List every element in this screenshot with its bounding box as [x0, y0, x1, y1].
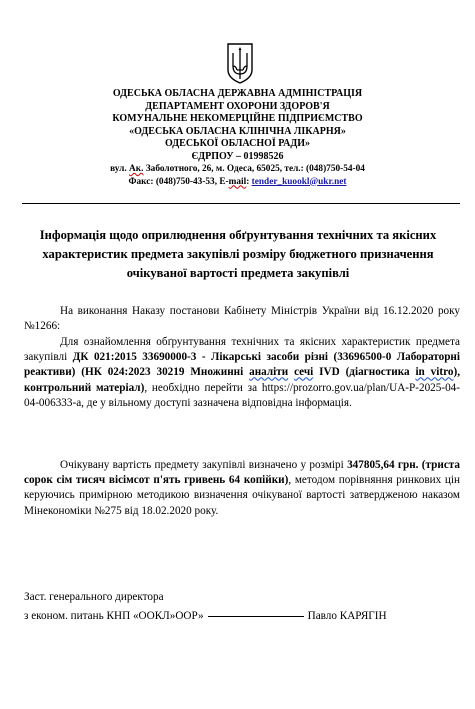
org-line-3: КОМУНАЛЬНЕ НЕКОМЕРЦІЙНЕ ПІДПРИЄМСТВО	[112, 113, 363, 124]
address-ak: Ак.	[129, 164, 144, 174]
procurement-code-word: сечі	[294, 366, 314, 379]
signer-name: Павло КАРЯГІН	[307, 610, 387, 622]
signer-department: з економ. питань КНП «ООКЛ»ООР»	[24, 610, 204, 622]
org-line-2: ДЕПАРТАМЕНТ ОХОРОНИ ЗДОРОВ'Я	[145, 100, 330, 112]
document-title: Інформація щодо оприлюднення обґрунтування технічних та якісних характеристик предмета закупівлі розміру бюджетного призначення очікуваної вартості предмета закупівлі	[39, 228, 437, 280]
paragraph-decree	[24, 304, 460, 334]
edrpou-code: ЄДРПОУ – 01998526	[191, 150, 284, 162]
header-divider	[22, 203, 460, 204]
org-line-1: ОДЕСЬКА ОБЛАСНА ДЕРЖАВНА АДМІНІСТРАЦІЯ	[112, 88, 363, 99]
paragraph-cost	[24, 458, 460, 519]
email-link[interactable]: tender_kuookl@ukr.net	[251, 176, 347, 187]
procurement-code-cont: IVD (діагностика	[313, 366, 416, 379]
signature-line	[208, 616, 304, 617]
paragraph-cost-rest: , методом порівняння ринкових цін керуючись примірною методикою визначення очікуваної вартості затвердженою наказом Мінекономіки №275 від 18.02.2020 року.	[24, 474, 460, 517]
procurement-code-word: in vitro	[415, 366, 454, 379]
expected-cost: 347805,64 грн. (триста сорок сім тисяч вісімсот п'ять гривень 64 копійки)	[24, 459, 461, 487]
procurement-code: ДК 021:2015 33690000-3 - Лікарські засоби різні (33696500-0 Лабораторні реактиви) (НК 024:2023 30219 Множинні	[24, 351, 460, 379]
fax-prefix: Факс: (048)750-43-53, E-	[128, 176, 229, 187]
fax-email-line	[60, 176, 415, 189]
fax-colon: :	[246, 176, 252, 187]
procurement-code-end: ), контрольний матеріал)	[24, 366, 460, 394]
paragraph-specs-text: Для ознайомлення обґрунтування технічних та якісних характеристик предмета закупівлі	[24, 336, 460, 364]
trident-emblem-icon	[226, 42, 254, 84]
signature-block	[24, 590, 464, 624]
address-rest: Заболотного, 26, м. Одеса, 65025, тел.: (048)750-54-04	[143, 164, 365, 174]
procurement-code-word: аналіти	[249, 366, 289, 379]
org-line-4: «ОДЕСЬКА ОБЛАСНА КЛІНІЧНА ЛІКАРНЯ»	[129, 125, 346, 137]
mail-word: mail	[228, 176, 247, 187]
signer-position: Заст. генерального директора	[24, 591, 164, 603]
paragraph-cost-text: Очікувану вартість предмету закупівлі визначено у розмірі	[60, 459, 348, 471]
prozorro-link-text: , необхідно перейти за https://prozorro.gov.ua/plan/UA-P-2025-04-04-006333-a, де у вільному доступі зазначена відповідна інформація.	[24, 381, 460, 409]
org-line-5: ОДЕСЬКОЇ ОБЛАСНОЇ РАДИ»	[164, 138, 311, 149]
paragraph-decree-text: На виконання Наказу постанови Кабінету Міністрів України від 16.12.2020 року №1266:	[24, 305, 460, 333]
letterhead	[60, 88, 415, 188]
address-prefix: вул.	[110, 164, 130, 174]
paragraph-specs	[24, 335, 460, 411]
signer-line	[24, 609, 464, 624]
address-line	[60, 163, 415, 176]
